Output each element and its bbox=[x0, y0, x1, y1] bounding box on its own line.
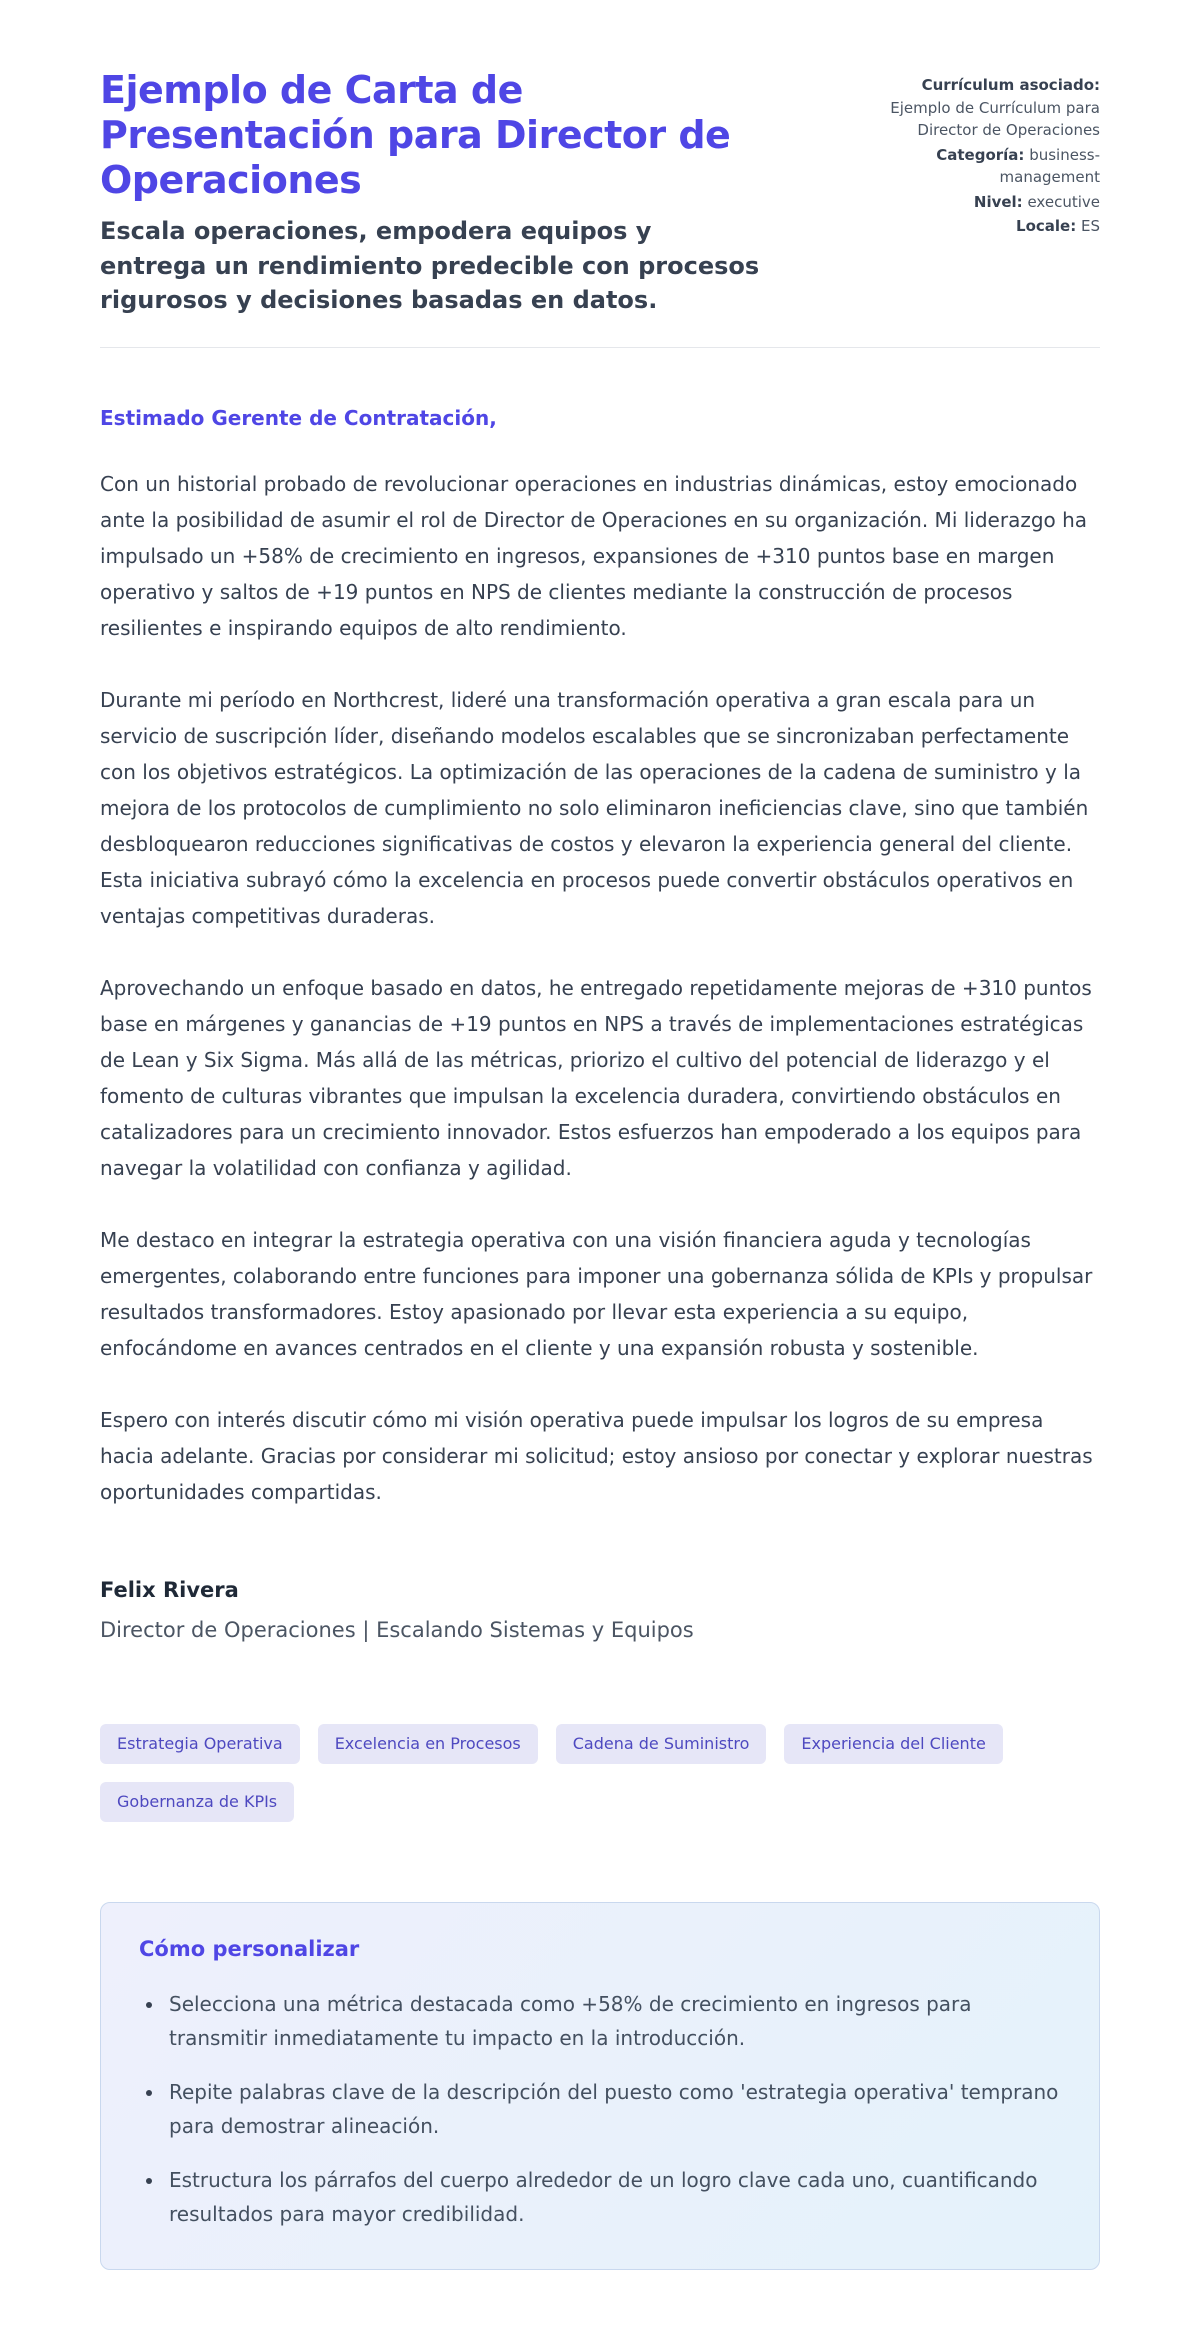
meta-resume-value: Ejemplo de Currículum para Director de Operaciones bbox=[890, 98, 1100, 139]
letter-body bbox=[100, 406, 1100, 1642]
tip-item-1: • Selecciona una métrica destacada como +58% de crecimiento en ingresos para transmitir inmediatamente tu impacto en la introducción. bbox=[165, 1987, 1061, 2055]
page-title: Ejemplo de Carta de Presentación para Director de Operaciones bbox=[100, 68, 731, 202]
tip-item-3: • Estructura los párrafos del cuerpo alrededor de un logro clave cada uno, cuantificando resultados para mayor credibilidad. bbox=[165, 2163, 1061, 2231]
page-subtitle: Escala operaciones, empodera equipos y entrega un rendimiento predecible con procesos rigurosos y decisiones basadas en datos. bbox=[100, 217, 760, 314]
meta-resume-label: Currículum asociado: bbox=[921, 76, 1100, 94]
tag-chip-excelencia-en-procesos: Excelencia en Procesos bbox=[318, 1724, 538, 1764]
signature-name: Felix Rivera bbox=[100, 1577, 239, 1602]
meta-category-label: Categoría: bbox=[936, 145, 1025, 164]
page-header bbox=[100, 68, 1100, 317]
letter-paragraph-4: Me destaco en integrar la estrategia operativa con una visión financiera aguda y tecnologías emergentes, colaborando entre funciones para imponer una gobernanza sólida de KPIs y propulsar resultados transformadores. Estoy apasionado por llevar esta experiencia a su equipo, enfocándome en avances centrados en el cliente y una expansión robusta y sostenible. bbox=[100, 1227, 1093, 1360]
tag-chip-experiencia-del-cliente: Experiencia del Cliente bbox=[784, 1724, 1002, 1764]
header-main bbox=[100, 68, 765, 317]
letter-paragraph-5: Espero con interés discutir cómo mi visión operativa puede impulsar los logros de su empresa hacia adelante. Gracias por considerar mi solicitud; estoy ansioso por conectar y explorar nuestras oportunidades compartidas. bbox=[100, 1407, 1093, 1504]
customization-tips-panel bbox=[100, 1902, 1100, 2270]
meta-level-value: executive bbox=[1027, 192, 1100, 211]
tag-chip-estrategia-operativa: Estrategia Operativa bbox=[100, 1724, 300, 1764]
letter-paragraph-2: Durante mi período en Northcrest, lideré una transformación operativa a gran escala para un servicio de suscripción líder, diseñando modelos escalables que se sincronizaban perfectamente con los objetivos estratégicos. La optimización de las operaciones de la cadena de suministro y la mejora de los protocolos de cumplimiento no solo eliminaron ineficiencias clave, sino que también desbloquearon reducciones significativas de costos y elevaron la experiencia general del cliente. Esta iniciativa subrayó cómo la excelencia en procesos puede convertir obstáculos operativos en ventajas competitivas duraderas. bbox=[100, 687, 1089, 928]
header-divider bbox=[100, 347, 1100, 348]
tag-chip-cadena-de-suministro: Cadena de Suministro bbox=[556, 1724, 767, 1764]
meta-category bbox=[848, 144, 1100, 189]
tag-chip-gobernanza-de-kpis: Gobernanza de KPIs bbox=[100, 1782, 294, 1822]
letter-greeting: Estimado Gerente de Contratación, bbox=[100, 405, 497, 430]
meta-category-value: business-management bbox=[999, 145, 1100, 186]
meta-locale-label: Locale: bbox=[1016, 217, 1077, 235]
meta-level bbox=[848, 191, 1100, 214]
meta-locale bbox=[848, 215, 1100, 238]
letter-paragraph-3: Aprovechando un enfoque basado en datos, he entregado repetidamente mejoras de +310 puntos base en márgenes y ganancias de +19 puntos en NPS a través de implementaciones estratégicas de Lean y Six Sigma. Más allá de las métricas, priorizo el cultivo del potencial de liderazgo y el fomento de culturas vibrantes que impulsan la excelencia duradera, convirtiendo obstáculos en catalizadores para un crecimiento innovador. Estos esfuerzos han empoderado a los equipos para navegar la volatilidad con confianza y agilidad. bbox=[100, 975, 1092, 1180]
tip-item-2: • Repite palabras clave de la descripción del puesto como 'estrategia operativa' temprano para demostrar alineación. bbox=[165, 2075, 1061, 2143]
meta-associated-resume bbox=[848, 74, 1100, 142]
tips-title: Cómo personalizar bbox=[139, 1936, 360, 1961]
meta-locale-value: ES bbox=[1081, 217, 1100, 235]
tag-list bbox=[100, 1724, 1100, 1822]
cover-letter-page bbox=[100, 0, 1100, 2310]
tips-list bbox=[139, 1987, 1061, 2231]
signature-title: Director de Operaciones | Escalando Sistemas y Equipos bbox=[100, 1617, 694, 1642]
meta-level-label: Nivel: bbox=[973, 192, 1023, 211]
letter-paragraph-1: Con un historial probado de revolucionar operaciones en industrias dinámicas, estoy emocionado ante la posibilidad de asumir el rol de Director de Operaciones en su organización. Mi liderazgo ha impulsado un +58% de crecimiento en ingresos, expansiones de +310 puntos base en margen operativo y saltos de +19 puntos en NPS de clientes mediante la construcción de procesos resilientes e inspirando equipos de alto rendimiento. bbox=[100, 471, 1088, 640]
meta-panel bbox=[848, 68, 1100, 240]
